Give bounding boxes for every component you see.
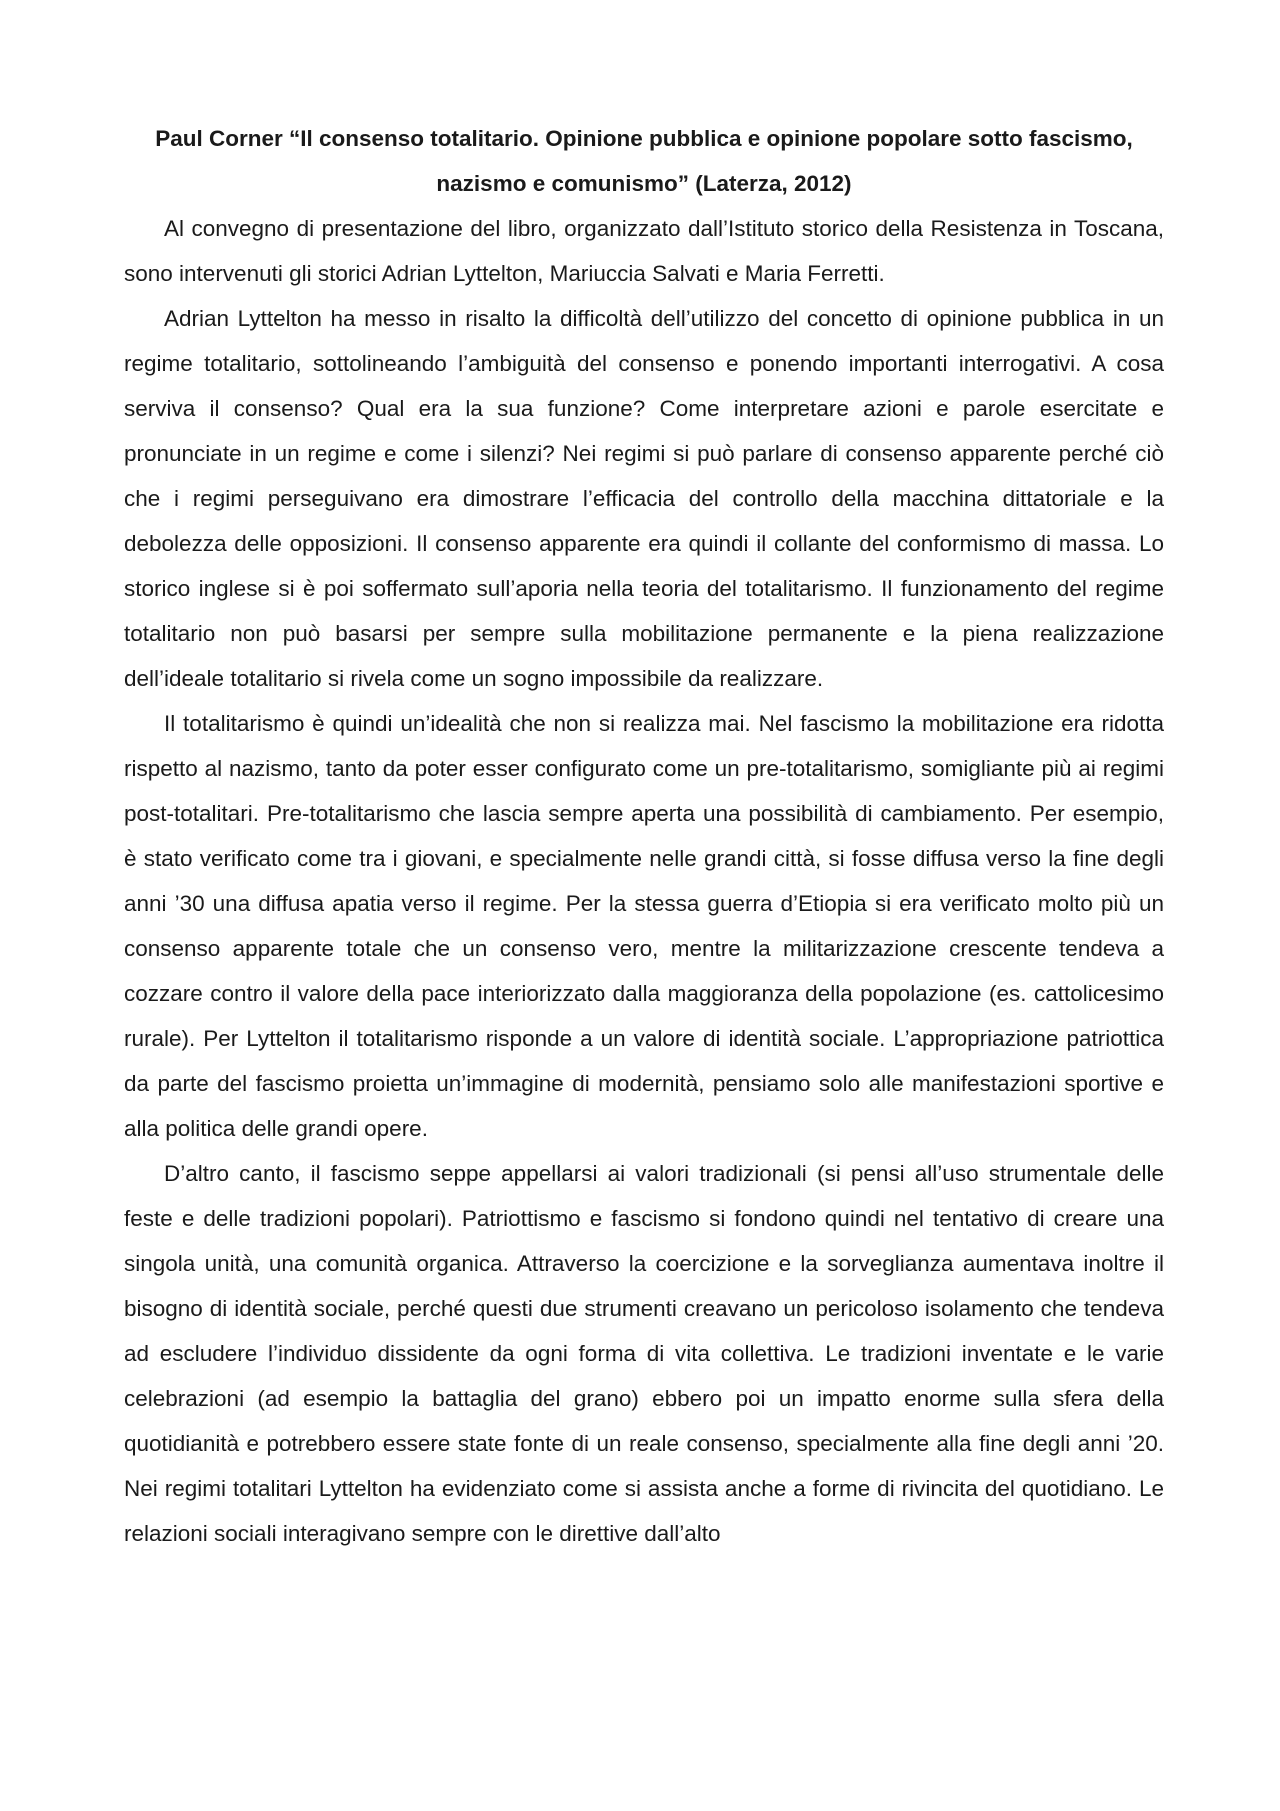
paragraph-1: Al convegno di presentazione del libro, organizzato dall’Istituto storico della Resistenza in Toscana, sono intervenuti gli storici Adrian Lyttelton, Mariuccia Salvati e Maria Ferretti. [124, 216, 1164, 286]
paragraph-4: D’altro canto, il fascismo seppe appellarsi ai valori tradizionali (si pensi all’uso strumentale delle feste e delle tradizioni popolari). Patriottismo e fascismo si fondono quindi nel tentativo di creare una singola unità, una comunità organica. Attraverso la coercizione e la sorveglianza aumentava inoltre il bisogno di identità sociale, perché questi due strumenti creavano un pericoloso isolamento che tendeva ad escludere l’individuo dissidente da ogni forma di vita collettiva. Le tradizioni inventate e le varie celebrazioni (ad esempio la battaglia del grano) ebbero poi un impatto enorme sulla sfera della quotidianità e potrebbero essere state fonte di un reale consenso, specialmente alla fine degli anni ’20. Nei regimi totalitari Lyttelton ha evidenziato come si assista anche a forme di rivincita del quotidiano. Le relazioni sociali interagivano sempre con le direttive dall’alto [124, 1161, 1164, 1546]
document-title: Paul Corner “Il consenso totalitario. Opinione pubblica e opinione popolare sotto fascismo, nazismo e comunismo” (Laterza, 2012) [155, 126, 1133, 196]
paragraph-2: Adrian Lyttelton ha messo in risalto la difficoltà dell’utilizzo del concetto di opinione pubblica in un regime totalitario, sottolineando l’ambiguità del consenso e ponendo importanti interrogativi. A cosa serviva il consenso? Qual era la sua funzione? Come interpretare azioni e parole esercitate e pronunciate in un regime e come i silenzi? Nei regimi si può parlare di consenso apparente perché ciò che i regimi perseguivano era dimostrare l’efficacia del controllo della macchina dittatoriale e la debolezza delle opposizioni. Il consenso apparente era quindi il collante del conformismo di massa. Lo storico inglese si è poi soffermato sull’aporia nella teoria del totalitarismo. Il funzionamento del regime totalitario non può basarsi per sempre sulla mobilitazione permanente e la piena realizzazione dell’ideale totalitario si rivela come un sogno impossibile da realizzare. [124, 306, 1164, 691]
paragraph-3: Il totalitarismo è quindi un’idealità che non si realizza mai. Nel fascismo la mobilitazione era ridotta rispetto al nazismo, tanto da poter esser configurato come un pre-totalitarismo, somigliante più ai regimi post-totalitari. Pre-totalitarismo che lascia sempre aperta una possibilità di cambiamento. Per esempio, è stato verificato come tra i giovani, e specialmente nelle grandi città, si fosse diffusa verso la fine degli anni ’30 una diffusa apatia verso il regime. Per la stessa guerra d’Etiopia si era verificato molto più un consenso apparente totale che un consenso vero, mentre la militarizzazione crescente tendeva a cozzare contro il valore della pace interiorizzato dalla maggioranza della popolazione (es. cattolicesimo rurale). Per Lyttelton il totalitarismo risponde a un valore di identità sociale. L’appropriazione patriottica da parte del fascismo proietta un’immagine di modernità, pensiamo solo alle manifestazioni sportive e alla politica delle grandi opere. [124, 711, 1164, 1141]
document-page [124, 116, 1164, 1556]
